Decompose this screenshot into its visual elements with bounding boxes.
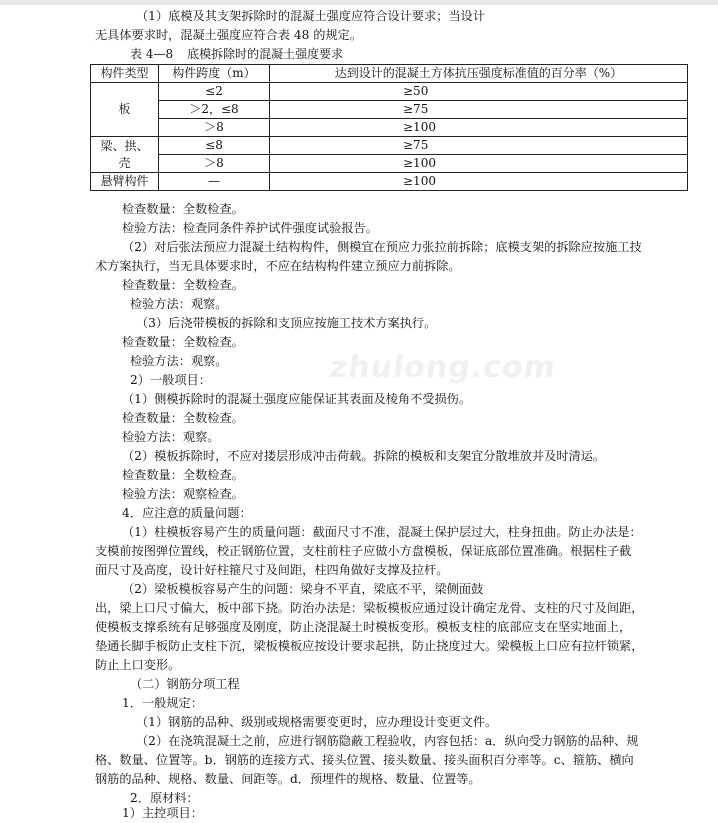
body-line: 4．应注意的质量问题： xyxy=(122,506,252,520)
body-line: 术方案执行，当无具体要求时，不应在结构构件建立预应力前拆除。 xyxy=(95,259,461,273)
body-line: 2）一般项目： xyxy=(130,373,211,387)
table-header-row xyxy=(91,65,688,83)
table-row xyxy=(91,155,688,173)
body-line: 2．原材料： xyxy=(130,791,199,805)
percent-cell: ≥75 xyxy=(270,137,688,155)
percent-cell: ≥100 xyxy=(270,173,688,191)
span-cell: ≤8 xyxy=(159,137,270,155)
body-line: 支模前按图弹位置线，校正钢筋位置，支柱前柱子应做小方盘模板，保证底部位置准确。根据柱子截 xyxy=(95,544,632,558)
body-line: （2）对后张法预应力混凝土结构构件，侧模宜在预应力张拉前拆除；底模支架的拆除应按施工技 xyxy=(122,240,642,254)
table-row xyxy=(91,173,688,191)
body-line: 检查数量：全数检查。 xyxy=(122,411,244,425)
member-type-cell: 梁、拱、壳 xyxy=(91,137,159,173)
body-line: 防止上口变形。 xyxy=(95,658,181,672)
body-line: （2）在浇筑混凝土之前，应进行钢筋隐蔽工程验收，内容包括：a．纵向受力钢筋的品种、规 xyxy=(136,734,639,748)
table-row xyxy=(91,101,688,119)
body-line: 1．一般规定： xyxy=(122,696,203,710)
member-type-cell: 悬臂构件 xyxy=(91,173,159,191)
section-heading: （二）钢筋分项工程 xyxy=(130,677,240,691)
body-line: 1）主控项目： xyxy=(122,806,203,820)
body-line: 检验方法：观察。 xyxy=(122,430,220,444)
body-line: 检验方法：观察。 xyxy=(130,354,228,368)
table-row xyxy=(91,137,688,155)
body-line: 面尺寸及高度，设计好柱箍尺寸及间距，柱四角做好支撑及拉杆。 xyxy=(95,563,449,577)
intro-line-2: 无具体要求时，混凝土强度应符合表 48 的规定。 xyxy=(95,28,363,42)
table-title: 底模拆除时的混凝土强度要求 xyxy=(187,47,344,61)
table-row xyxy=(91,83,688,101)
member-type-cell: 板 xyxy=(91,83,159,137)
body-line: 检查数量：全数检查。 xyxy=(122,335,244,349)
body-line: 检验方法：观察。 xyxy=(130,297,228,311)
body-line: 出，梁上口尺寸偏大，板中部下挠。防治办法是：梁板模板应通过设计确定龙骨、支柱的尺寸及间距， xyxy=(95,601,644,615)
span-cell: ＞2，≤8 xyxy=(159,101,270,119)
body-line: 检查数量：全数检查。 xyxy=(122,468,244,482)
body-line: （1）侧模拆除时的混凝土强度应能保证其表面及棱角不受损伤。 xyxy=(122,392,472,406)
percent-cell: ≥100 xyxy=(270,119,688,137)
page-top-edge xyxy=(0,0,718,5)
body-line: 使模板支撑系统有足够强度及刚度，防止浇混凝土时模板变形。模板支柱的底部应支在坚实地面上， xyxy=(95,620,632,634)
body-line: 垫通长脚手板防止支柱下沉，梁板模板应按设计要求起拱，防止挠度过大。梁模板上口应有拉杆锁紧， xyxy=(95,639,644,653)
strength-requirements-table xyxy=(90,64,688,191)
intro-line-1: （1）底模及其支架拆除时的混凝土强度应符合设计要求；当设计 xyxy=(136,9,486,23)
body-line: （2）模板拆除时，不应对搂层形成冲击荷载。拆除的模板和支架宜分散堆放并及时清运。 xyxy=(122,449,606,463)
body-line: （1）钢筋的品种、级别或规格需要变更时，应办理设计变更文件。 xyxy=(136,715,498,729)
body-line: 检验方法：观察检查。 xyxy=(122,487,244,501)
span-cell: ＞8 xyxy=(159,119,270,137)
header-cell: 达到设计的混凝土方体抗压强度标准值的百分率（%） xyxy=(270,65,688,83)
header-cell: 构件类型 xyxy=(91,65,159,83)
span-cell: — xyxy=(159,173,270,191)
body-line: 检查数量：全数检查。 xyxy=(122,202,244,216)
body-line: 检验方法：检查同条件养护试件强度试验报告。 xyxy=(122,221,378,235)
span-cell: ＞8 xyxy=(159,155,270,173)
body-line: 检查数量：全数检查。 xyxy=(122,278,244,292)
watermark: zhulong.com xyxy=(327,350,559,385)
percent-cell: ≥75 xyxy=(270,101,688,119)
percent-cell: ≥50 xyxy=(270,83,688,101)
span-cell: ≤2 xyxy=(159,83,270,101)
body-line: 钢筋的品种、规格、数量、间距等。d．预埋件的规格、数量、位置等。 xyxy=(95,772,481,786)
body-line: 格、数量、位置等。b．钢筋的连接方式、接头位置、接头数量、接头面积百分率等。c、箍筋、横向 xyxy=(95,753,634,767)
table-number: 表 4—8 xyxy=(130,47,174,61)
table-caption xyxy=(130,45,343,64)
header-cell: 构件跨度（m） xyxy=(159,65,270,83)
table-row xyxy=(91,119,688,137)
body-line: （3）后浇带模板的拆除和支顶应按施工技术方案执行。 xyxy=(136,316,437,330)
percent-cell: ≥100 xyxy=(270,155,688,173)
body-line: （1）柱模板容易产生的质量问题：截面尺寸不准，混凝土保护层过大，柱身扭曲。防止办法是： xyxy=(122,525,642,539)
body-line: （2）梁板模板容易产生的问题：梁身不平直，梁底不平，梁侧面鼓 xyxy=(122,582,484,596)
